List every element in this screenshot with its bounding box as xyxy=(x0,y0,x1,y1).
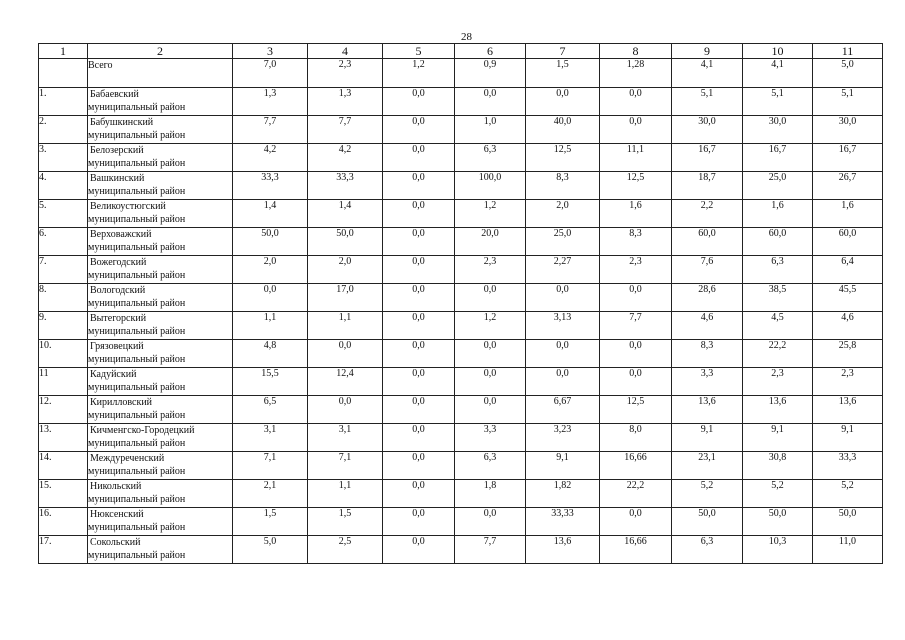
value-cell: 0,0 xyxy=(383,368,455,396)
value-cell: 1,6 xyxy=(813,200,883,228)
value-cell: 7,7 xyxy=(308,116,383,144)
value-cell: 0,0 xyxy=(383,312,455,340)
district-type: муниципальный район xyxy=(88,102,186,113)
value-cell: 7,7 xyxy=(600,312,672,340)
district-name-cell xyxy=(88,368,233,396)
value-cell: 7,7 xyxy=(455,536,526,564)
value-cell: 1,5 xyxy=(233,508,308,536)
value-cell: 13,6 xyxy=(672,396,743,424)
row-number: 12. xyxy=(39,396,88,424)
value-cell: 2,0 xyxy=(308,256,383,284)
value-cell: 1,4 xyxy=(308,200,383,228)
value-cell: 0,0 xyxy=(308,340,383,368)
district-name-cell xyxy=(88,508,233,536)
value-cell: 4,1 xyxy=(672,59,743,88)
row-number: 8. xyxy=(39,284,88,312)
column-header: 7 xyxy=(526,44,600,59)
value-cell: 50,0 xyxy=(813,508,883,536)
value-cell: 16,7 xyxy=(672,144,743,172)
district-name: Нюксенский xyxy=(90,509,144,520)
table-row xyxy=(39,284,883,312)
row-number: 17. xyxy=(39,536,88,564)
row-number: 2. xyxy=(39,116,88,144)
row-number: 3. xyxy=(39,144,88,172)
value-cell: 1,5 xyxy=(308,508,383,536)
value-cell: 1,82 xyxy=(526,480,600,508)
value-cell: 0,0 xyxy=(455,284,526,312)
value-cell: 0,0 xyxy=(383,340,455,368)
district-name: Грязовецкий xyxy=(90,341,144,352)
value-cell: 60,0 xyxy=(813,228,883,256)
header-row xyxy=(39,44,883,59)
row-number: 10. xyxy=(39,340,88,368)
value-cell: 0,0 xyxy=(526,368,600,396)
value-cell: 0,0 xyxy=(383,452,455,480)
value-cell: 0,0 xyxy=(526,340,600,368)
row-number: 5. xyxy=(39,200,88,228)
district-name-cell xyxy=(88,116,233,144)
value-cell: 7,1 xyxy=(233,452,308,480)
value-cell: 11,1 xyxy=(600,144,672,172)
table-row xyxy=(39,256,883,284)
value-cell: 0,0 xyxy=(383,284,455,312)
table-row xyxy=(39,452,883,480)
value-cell: 0,0 xyxy=(383,256,455,284)
district-name-cell xyxy=(88,172,233,200)
value-cell: 5,1 xyxy=(672,88,743,116)
value-cell: 2,3 xyxy=(308,59,383,88)
value-cell: 0,0 xyxy=(526,88,600,116)
value-cell: 1,1 xyxy=(308,312,383,340)
value-cell: 0,0 xyxy=(600,508,672,536)
value-cell: 1,3 xyxy=(308,88,383,116)
total-label: Всего xyxy=(88,59,233,88)
value-cell: 50,0 xyxy=(743,508,813,536)
value-cell: 6,5 xyxy=(233,396,308,424)
value-cell: 3,1 xyxy=(233,424,308,452)
value-cell: 0,0 xyxy=(383,144,455,172)
value-cell: 38,5 xyxy=(743,284,813,312)
district-name-cell xyxy=(88,144,233,172)
value-cell: 2,3 xyxy=(455,256,526,284)
value-cell: 50,0 xyxy=(233,228,308,256)
column-header: 5 xyxy=(383,44,455,59)
value-cell: 4,6 xyxy=(672,312,743,340)
value-cell: 2,3 xyxy=(743,368,813,396)
value-cell: 33,33 xyxy=(526,508,600,536)
district-name: Междуреченский xyxy=(90,453,165,464)
value-cell: 1,4 xyxy=(233,200,308,228)
value-cell: 22,2 xyxy=(600,480,672,508)
value-cell: 0,0 xyxy=(233,284,308,312)
district-name-cell xyxy=(88,480,233,508)
value-cell: 3,3 xyxy=(455,424,526,452)
value-cell: 4,2 xyxy=(308,144,383,172)
value-cell: 1,6 xyxy=(743,200,813,228)
district-type: муниципальный район xyxy=(88,494,186,505)
district-name-cell xyxy=(88,200,233,228)
value-cell: 8,3 xyxy=(526,172,600,200)
value-cell: 6,3 xyxy=(455,452,526,480)
table-row xyxy=(39,508,883,536)
value-cell: 15,5 xyxy=(233,368,308,396)
district-name-cell xyxy=(88,284,233,312)
value-cell: 4,8 xyxy=(233,340,308,368)
value-cell: 1,2 xyxy=(455,200,526,228)
district-name: Сокольский xyxy=(90,537,141,548)
statistics-table xyxy=(38,43,883,564)
value-cell: 5,0 xyxy=(233,536,308,564)
table-row xyxy=(39,312,883,340)
value-cell: 30,0 xyxy=(813,116,883,144)
value-cell: 12,5 xyxy=(600,172,672,200)
value-cell: 0,0 xyxy=(600,368,672,396)
value-cell: 7,6 xyxy=(672,256,743,284)
district-type: муниципальный район xyxy=(88,186,186,197)
value-cell: 1,1 xyxy=(308,480,383,508)
district-type: муниципальный район xyxy=(88,270,186,281)
value-cell: 2,27 xyxy=(526,256,600,284)
district-name-cell xyxy=(88,452,233,480)
value-cell: 1,5 xyxy=(526,59,600,88)
value-cell: 30,8 xyxy=(743,452,813,480)
district-type: муниципальный район xyxy=(88,410,186,421)
row-number: 13. xyxy=(39,424,88,452)
value-cell: 3,3 xyxy=(672,368,743,396)
value-cell: 0,0 xyxy=(455,396,526,424)
value-cell: 2,3 xyxy=(813,368,883,396)
district-name-cell xyxy=(88,256,233,284)
value-cell: 13,6 xyxy=(743,396,813,424)
district-name: Бабаевский xyxy=(90,89,139,100)
value-cell: 0,0 xyxy=(455,340,526,368)
district-name: Кадуйский xyxy=(90,369,137,380)
value-cell: 4,1 xyxy=(743,59,813,88)
value-cell: 1,2 xyxy=(383,59,455,88)
row-number-cell xyxy=(39,59,88,88)
value-cell: 0,0 xyxy=(383,396,455,424)
district-name: Верховажский xyxy=(90,229,152,240)
page-number: 28 xyxy=(461,31,472,43)
value-cell: 17,0 xyxy=(308,284,383,312)
value-cell: 0,0 xyxy=(600,116,672,144)
column-header: 6 xyxy=(455,44,526,59)
value-cell: 0,0 xyxy=(600,340,672,368)
district-type: муниципальный район xyxy=(88,326,186,337)
value-cell: 1,6 xyxy=(600,200,672,228)
table-row xyxy=(39,144,883,172)
value-cell: 25,0 xyxy=(743,172,813,200)
value-cell: 9,1 xyxy=(813,424,883,452)
district-name-cell xyxy=(88,228,233,256)
column-header: 10 xyxy=(743,44,813,59)
value-cell: 7,7 xyxy=(233,116,308,144)
value-cell: 9,1 xyxy=(672,424,743,452)
value-cell: 4,6 xyxy=(813,312,883,340)
value-cell: 6,4 xyxy=(813,256,883,284)
column-header: 2 xyxy=(88,44,233,59)
district-name-cell xyxy=(88,396,233,424)
value-cell: 18,7 xyxy=(672,172,743,200)
district-name-cell xyxy=(88,312,233,340)
row-number: 1. xyxy=(39,88,88,116)
value-cell: 60,0 xyxy=(672,228,743,256)
value-cell: 2,0 xyxy=(526,200,600,228)
value-cell: 1,0 xyxy=(455,116,526,144)
value-cell: 6,67 xyxy=(526,396,600,424)
table-row xyxy=(39,480,883,508)
value-cell: 0,0 xyxy=(526,284,600,312)
value-cell: 3,23 xyxy=(526,424,600,452)
district-name: Вытегорский xyxy=(90,313,147,324)
value-cell: 0,0 xyxy=(600,88,672,116)
value-cell: 16,7 xyxy=(743,144,813,172)
column-header: 4 xyxy=(308,44,383,59)
value-cell: 10,3 xyxy=(743,536,813,564)
district-name: Кирилловский xyxy=(90,397,153,408)
row-number: 15. xyxy=(39,480,88,508)
value-cell: 0,0 xyxy=(383,172,455,200)
value-cell: 0,0 xyxy=(383,424,455,452)
value-cell: 3,13 xyxy=(526,312,600,340)
district-type: муниципальный район xyxy=(88,382,186,393)
value-cell: 0,0 xyxy=(383,88,455,116)
value-cell: 4,5 xyxy=(743,312,813,340)
district-type: муниципальный район xyxy=(88,130,186,141)
value-cell: 0,0 xyxy=(383,508,455,536)
value-cell: 5,1 xyxy=(743,88,813,116)
value-cell: 8,3 xyxy=(600,228,672,256)
table-row xyxy=(39,116,883,144)
value-cell: 0,9 xyxy=(455,59,526,88)
value-cell: 6,3 xyxy=(743,256,813,284)
value-cell: 13,6 xyxy=(526,536,600,564)
value-cell: 100,0 xyxy=(455,172,526,200)
district-type: муниципальный район xyxy=(88,438,186,449)
value-cell: 7,0 xyxy=(233,59,308,88)
value-cell: 0,0 xyxy=(308,396,383,424)
value-cell: 11,0 xyxy=(813,536,883,564)
value-cell: 5,2 xyxy=(743,480,813,508)
value-cell: 7,1 xyxy=(308,452,383,480)
district-name: Вашкинский xyxy=(90,173,145,184)
district-name: Вожегодский xyxy=(90,257,147,268)
value-cell: 0,0 xyxy=(383,116,455,144)
column-header: 9 xyxy=(672,44,743,59)
district-name: Бабушкинский xyxy=(90,117,154,128)
district-type: муниципальный район xyxy=(88,354,186,365)
row-number: 6. xyxy=(39,228,88,256)
value-cell: 4,2 xyxy=(233,144,308,172)
district-type: муниципальный район xyxy=(88,550,186,561)
table-row xyxy=(39,172,883,200)
value-cell: 0,0 xyxy=(383,200,455,228)
value-cell: 8,0 xyxy=(600,424,672,452)
value-cell: 33,3 xyxy=(813,452,883,480)
value-cell: 9,1 xyxy=(526,452,600,480)
value-cell: 40,0 xyxy=(526,116,600,144)
value-cell: 0,0 xyxy=(455,368,526,396)
value-cell: 0,0 xyxy=(383,228,455,256)
value-cell: 16,7 xyxy=(813,144,883,172)
value-cell: 5,2 xyxy=(813,480,883,508)
district-type: муниципальный район xyxy=(88,466,186,477)
value-cell: 45,5 xyxy=(813,284,883,312)
value-cell: 12,4 xyxy=(308,368,383,396)
value-cell: 5,0 xyxy=(813,59,883,88)
district-type: муниципальный район xyxy=(88,158,186,169)
value-cell: 50,0 xyxy=(672,508,743,536)
value-cell: 20,0 xyxy=(455,228,526,256)
value-cell: 2,0 xyxy=(233,256,308,284)
value-cell: 9,1 xyxy=(743,424,813,452)
table-row xyxy=(39,368,883,396)
value-cell: 1,1 xyxy=(233,312,308,340)
column-header: 11 xyxy=(813,44,883,59)
row-number: 11 xyxy=(39,368,88,396)
value-cell: 5,2 xyxy=(672,480,743,508)
table-row xyxy=(39,424,883,452)
value-cell: 16,66 xyxy=(600,536,672,564)
table-row xyxy=(39,88,883,116)
district-type: муниципальный район xyxy=(88,298,186,309)
value-cell: 0,0 xyxy=(600,284,672,312)
value-cell: 3,1 xyxy=(308,424,383,452)
district-name-cell xyxy=(88,424,233,452)
value-cell: 1,28 xyxy=(600,59,672,88)
value-cell: 2,2 xyxy=(672,200,743,228)
row-number: 9. xyxy=(39,312,88,340)
value-cell: 25,8 xyxy=(813,340,883,368)
value-cell: 30,0 xyxy=(672,116,743,144)
value-cell: 30,0 xyxy=(743,116,813,144)
value-cell: 1,8 xyxy=(455,480,526,508)
district-name-cell xyxy=(88,88,233,116)
district-name: Никольский xyxy=(90,481,142,492)
value-cell: 0,0 xyxy=(455,508,526,536)
district-name: Кичменгско-Городецкий xyxy=(90,425,195,436)
table-row xyxy=(39,396,883,424)
district-type: муниципальный район xyxy=(88,242,186,253)
value-cell: 16,66 xyxy=(600,452,672,480)
row-number: 7. xyxy=(39,256,88,284)
table-row xyxy=(39,200,883,228)
total-row xyxy=(39,59,883,88)
value-cell: 0,0 xyxy=(383,536,455,564)
district-name: Великоустюгский xyxy=(90,201,166,212)
value-cell: 23,1 xyxy=(672,452,743,480)
value-cell: 2,3 xyxy=(600,256,672,284)
value-cell: 5,1 xyxy=(813,88,883,116)
row-number: 14. xyxy=(39,452,88,480)
value-cell: 1,3 xyxy=(233,88,308,116)
value-cell: 12,5 xyxy=(600,396,672,424)
value-cell: 22,2 xyxy=(743,340,813,368)
table-row xyxy=(39,340,883,368)
district-name-cell xyxy=(88,536,233,564)
value-cell: 0,0 xyxy=(455,88,526,116)
district-name: Вологодский xyxy=(90,285,146,296)
value-cell: 8,3 xyxy=(672,340,743,368)
value-cell: 33,3 xyxy=(233,172,308,200)
value-cell: 1,2 xyxy=(455,312,526,340)
value-cell: 26,7 xyxy=(813,172,883,200)
value-cell: 12,5 xyxy=(526,144,600,172)
table-row xyxy=(39,228,883,256)
value-cell: 28,6 xyxy=(672,284,743,312)
value-cell: 33,3 xyxy=(308,172,383,200)
value-cell: 25,0 xyxy=(526,228,600,256)
value-cell: 6,3 xyxy=(455,144,526,172)
value-cell: 6,3 xyxy=(672,536,743,564)
column-header: 3 xyxy=(233,44,308,59)
value-cell: 2,5 xyxy=(308,536,383,564)
column-header: 1 xyxy=(39,44,88,59)
value-cell: 0,0 xyxy=(383,480,455,508)
district-type: муниципальный район xyxy=(88,214,186,225)
value-cell: 60,0 xyxy=(743,228,813,256)
value-cell: 13,6 xyxy=(813,396,883,424)
row-number: 4. xyxy=(39,172,88,200)
value-cell: 2,1 xyxy=(233,480,308,508)
table-row xyxy=(39,536,883,564)
value-cell: 50,0 xyxy=(308,228,383,256)
column-header: 8 xyxy=(600,44,672,59)
row-number: 16. xyxy=(39,508,88,536)
district-name: Белозерский xyxy=(90,145,144,156)
district-name-cell xyxy=(88,340,233,368)
district-type: муниципальный район xyxy=(88,522,186,533)
